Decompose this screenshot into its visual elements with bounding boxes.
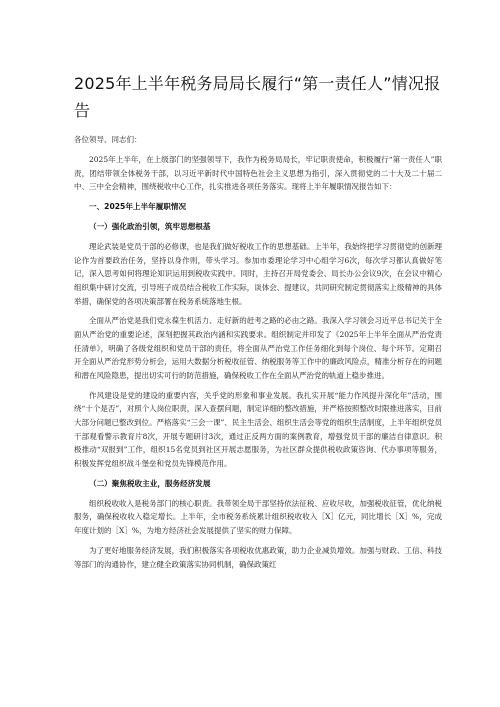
paragraph: 作风建设是党的建设的重要内容，关乎党的形象和事业发展。我扎实开展“能力作风提升深化年”活动，围绕“十个是否”，对照个人岗位职责，深入查摆问题，制定详细的整改措施，并严格按照整改时限推进落实，目前大部分问题已整改到位。严格落实“三会一课”、民主生活会、组织生活会等党的组织生活制度，上半年组织党员干部观看警示教育片8次，开展专题研讨3次，通过正反两方面的案例教育，增强党员干部的廉洁自律意识。积极推动“双报到”工作，组织15名党员到社区开展志愿服务，为社区群众提供税收政策咨询、代办事项等服务，积极发挥党组织战斗堡垒和党员先锋模范作用。 — [74, 390, 442, 468]
document-title: 2025年上半年税务局局长履行“第一责任人”情况报告 — [74, 74, 441, 120]
paragraph: 理论武装是党员干部的必修课，也是我们做好税收工作的思想基础。上半年，我始终把学习贯彻党的创新理论作为首要政治任务，坚持以身作则，带头学习。参加市委理论学习中心组学习6次，每次学习都认真做好笔记，深入思考如何将理论知识运用到税收实践中。同时，主持召开局党委会、局长办公会议9次，在会议中精心组织集中研讨交流，引导班子成员结合税收工作实际，谈体会、提建议，共同研究制定贯彻落实上级精神的具体举措，确保党的各项决策部署在税务系统落地生根。 — [74, 242, 442, 306]
section-heading-1: 一、2025年上半年履职情况 — [89, 202, 187, 212]
paragraph: 全面从严治党是我们党永葆生机活力、走好新的赶考之路的必由之路。我深入学习领会习近平总书记关于全面从严治党的重要论述，深刻把握其政治内涵和实践要求。组织制定并印发了《2025年上半年全面从严治党责任清单》，明确了各级党组织和党员干部的责任，将全面从严治党工作任务细化到每个岗位、每个环节。定期召开全面从严治党形势分析会，运用大数据分析税收征管、纳税服务等工作中的廉政风险点，精准分析存在的问题和潜在风险隐患，提出切实可行的防范措施，确保税收工作在全面从严治党的轨道上稳步推进。 — [74, 316, 442, 380]
paragraph: 组织税收收入是税务部门的核心职责。我带领全局干部坚持依法征税、应收尽收，加强税收征管，优化纳税服务，确保税收收入稳定增长。上半年，全市税务系统累计组织税收收入［X］亿元，同比增长［X］%，完成年度计划的［X］%，为地方经济社会发展提供了坚实的财力保障。 — [74, 498, 442, 535]
intro-paragraph: 2025年上半年，在上级部门的坚强领导下，我作为税务局局长，牢记职责使命，积极履行“第一责任人”职责，团结带领全体税务干部，以习近平新时代中国特色社会主义思想为指引，深入贯彻党的二十大及二十届二中、三中全会精神，围绕税收中心工作，扎实推进各项任务落实。现将上半年履职情况报告如下： — [74, 154, 442, 192]
document-body — [74, 133, 442, 571]
paragraph: 为了更好地服务经济发展，我们积极落实各项税收优惠政策，助力企业减负增效。加强与财政、工信、科技等部门的沟通协作，建立健全政策落实协同机制，确保政策红 — [74, 545, 442, 569]
salutation: 各位领导、同志们： — [74, 135, 142, 144]
subsection-heading-2: （二）聚焦税收主业，服务经济发展 — [89, 478, 211, 488]
subsection-heading-1: （一）强化政治引领，筑牢思想根基 — [89, 222, 211, 232]
